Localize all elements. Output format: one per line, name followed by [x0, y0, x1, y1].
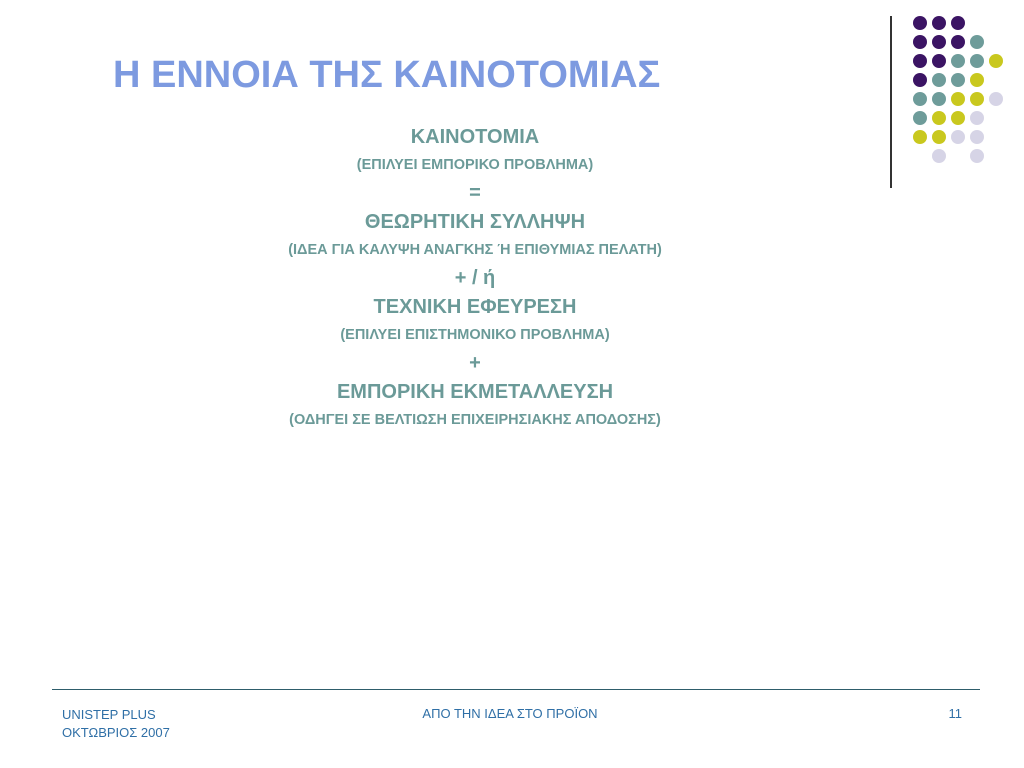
decorative-dot — [913, 92, 927, 106]
decorative-dot — [970, 130, 984, 144]
decorative-dot — [932, 92, 946, 106]
footer-organization: UNISTEP PLUS — [62, 707, 156, 722]
slide-title: Η ΕΝΝΟΙΑ ΤΗΣ ΚΑΙΝΟΤΟΜΙΑΣ — [113, 54, 661, 96]
footer-date: ΟΚΤΩΒΡΙΟΣ 2007 — [62, 725, 170, 740]
line-innovation: ΚΑΙΝΟΤΟΜΙΑ — [410, 126, 540, 148]
decorative-dot — [951, 16, 965, 30]
decorative-dot — [970, 54, 984, 68]
operator-plus-or: + / ή — [454, 267, 496, 289]
decorative-dot — [970, 149, 984, 163]
slide-body — [200, 122, 750, 428]
decorative-dot — [913, 111, 927, 125]
decorative-dot — [913, 16, 927, 30]
decorative-dot — [951, 130, 965, 144]
line-technical-invention-note: (ΕΠΙΛΥΕΙ ΕΠΙΣΤΗΜΟΝΙΚΟ ΠΡΟΒΛΗΜΑ) — [340, 327, 610, 343]
operator-plus: + — [469, 352, 481, 374]
footer-divider — [52, 689, 980, 690]
decorative-dot — [913, 35, 927, 49]
decorative-dot — [970, 35, 984, 49]
decorative-dot — [989, 92, 1003, 106]
decorative-dot — [932, 111, 946, 125]
decorative-dot — [932, 35, 946, 49]
decorative-dot — [951, 111, 965, 125]
decorative-dot — [951, 35, 965, 49]
decorative-dot — [970, 111, 984, 125]
decorative-dot — [970, 92, 984, 106]
title-divider-line — [890, 16, 892, 188]
footer-page-number: 11 — [948, 706, 962, 721]
line-innovation-note: (ΕΠΙΛΥΕΙ ΕΜΠΟΡΙΚΟ ΠΡΟΒΛΗΜΑ) — [356, 157, 594, 173]
line-commercial-exploitation-note: (ΟΔΗΓΕΙ ΣΕ ΒΕΛΤΙΩΣΗ ΕΠΙΧΕΙΡΗΣΙΑΚΗΣ ΑΠΟΔΟΣΗΣ) — [289, 412, 661, 428]
line-commercial-exploitation: ΕΜΠΟΡΙΚΗ ΕΚΜΕΤΑΛΛΕΥΣΗ — [336, 381, 614, 403]
decorative-dot — [951, 73, 965, 87]
decorative-dot — [932, 149, 946, 163]
decorative-dot — [932, 16, 946, 30]
decorative-dot — [951, 92, 965, 106]
decorative-dot — [932, 73, 946, 87]
decorative-dot — [989, 54, 1003, 68]
decorative-dot — [970, 73, 984, 87]
decorative-dot — [913, 73, 927, 87]
decorative-dot — [932, 54, 946, 68]
line-theoretical-concept: ΘΕΩΡΗΤΙΚΗ ΣΥΛΛΗΨΗ — [364, 211, 586, 233]
decorative-dot — [913, 130, 927, 144]
line-technical-invention: ΤΕΧΝΙΚΗ ΕΦΕΥΡΕΣΗ — [373, 296, 577, 318]
decorative-dot — [932, 130, 946, 144]
decorative-dot — [913, 54, 927, 68]
footer-left — [62, 706, 170, 742]
line-theoretical-concept-note: (ΙΔΕΑ ΓΙΑ ΚΑΛΥΨΗ ΑΝΑΓΚΗΣ Ή ΕΠΙΘΥΜΙΑΣ ΠΕΛΑΤΗ) — [288, 242, 662, 258]
footer-presentation-title: ΑΠΟ ΤΗΝ ΙΔΕΑ ΣΤΟ ΠΡΟΪΟΝ — [422, 706, 598, 721]
decorative-dot — [951, 54, 965, 68]
operator-equals: = — [469, 182, 481, 204]
